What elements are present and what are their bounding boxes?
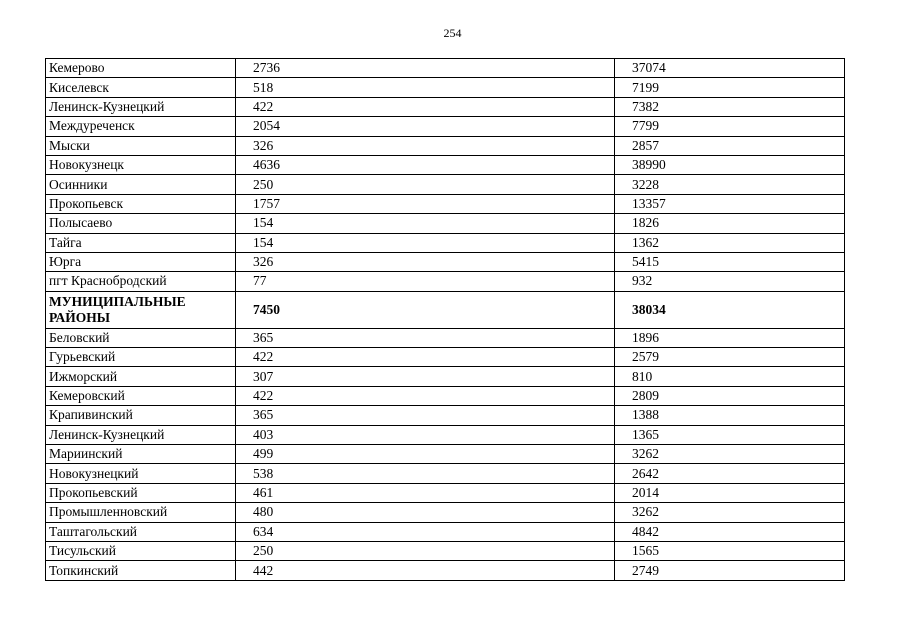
value-1-cell: 365 [236,328,615,347]
value-2-cell: 4842 [615,522,845,541]
municipality-name-cell: Гурьевский [46,348,236,367]
municipality-name-cell: пгт Краснобродский [46,272,236,291]
value-1-cell: 250 [236,175,615,194]
value-2-cell: 1365 [615,425,845,444]
section-heading-cell: МУНИЦИПАЛЬНЫЕ РАЙОНЫ [46,291,236,328]
table-row [46,522,845,541]
value-1-cell: 634 [236,522,615,541]
table-row [46,117,845,136]
value-2-cell: 3262 [615,503,845,522]
municipality-name-cell: Новокузнецкий [46,464,236,483]
value-1-cell: 422 [236,386,615,405]
value-1-cell: 1757 [236,194,615,213]
value-2-cell: 2809 [615,386,845,405]
municipality-name-cell: Крапивинский [46,406,236,425]
municipality-name-cell: Ленинск-Кузнецкий [46,97,236,116]
value-1-cell: 403 [236,425,615,444]
value-1-cell: 250 [236,541,615,560]
value-2-cell: 7799 [615,117,845,136]
value-2-cell: 2579 [615,348,845,367]
table-row [46,78,845,97]
value-2-cell: 2857 [615,136,845,155]
section-total-value-2-cell: 38034 [615,291,845,328]
value-2-cell: 7382 [615,97,845,116]
municipality-name-cell: Осинники [46,175,236,194]
value-1-cell: 77 [236,272,615,291]
table-row [46,445,845,464]
value-2-cell: 3262 [615,445,845,464]
table-row [46,272,845,291]
municipality-name-cell: Междуреченск [46,117,236,136]
value-2-cell: 2014 [615,483,845,502]
table-row [46,425,845,444]
value-2-cell: 7199 [615,78,845,97]
value-2-cell: 3228 [615,175,845,194]
municipality-name-cell: Ленинск-Кузнецкий [46,425,236,444]
value-2-cell: 37074 [615,59,845,78]
table-row [46,136,845,155]
data-table [45,58,845,581]
value-1-cell: 154 [236,233,615,252]
municipality-name-cell: Киселевск [46,78,236,97]
value-1-cell: 2054 [236,117,615,136]
table-row [46,97,845,116]
value-2-cell: 2749 [615,561,845,580]
table-row [46,386,845,405]
value-1-cell: 326 [236,136,615,155]
value-1-cell: 480 [236,503,615,522]
value-1-cell: 365 [236,406,615,425]
value-2-cell: 810 [615,367,845,386]
municipality-name-cell: Ижморский [46,367,236,386]
value-1-cell: 154 [236,214,615,233]
value-1-cell: 422 [236,97,615,116]
municipality-name-cell: Беловский [46,328,236,347]
value-2-cell: 1896 [615,328,845,347]
table-row [46,541,845,560]
value-2-cell: 1565 [615,541,845,560]
municipality-name-cell: Новокузнецк [46,155,236,174]
value-2-cell: 1362 [615,233,845,252]
municipality-name-cell: Кемерово [46,59,236,78]
value-2-cell: 932 [615,272,845,291]
value-2-cell: 38990 [615,155,845,174]
value-1-cell: 538 [236,464,615,483]
value-1-cell: 499 [236,445,615,464]
table-row [46,464,845,483]
table-row [46,214,845,233]
table-row [46,406,845,425]
table-row [46,367,845,386]
municipality-name-cell: Полысаево [46,214,236,233]
municipality-name-cell: Тайга [46,233,236,252]
table-row [46,503,845,522]
value-1-cell: 326 [236,252,615,271]
table-row [46,194,845,213]
value-1-cell: 461 [236,483,615,502]
table-row [46,252,845,271]
municipality-name-cell: Тисульский [46,541,236,560]
table-row [46,348,845,367]
value-1-cell: 307 [236,367,615,386]
page-number: 254 [443,26,462,40]
value-2-cell: 2642 [615,464,845,483]
value-1-cell: 2736 [236,59,615,78]
value-1-cell: 422 [236,348,615,367]
municipality-name-cell: Прокопьевск [46,194,236,213]
municipality-name-cell: Промышленновский [46,503,236,522]
municipality-name-cell: Мыски [46,136,236,155]
municipality-name-cell: Топкинский [46,561,236,580]
table-row [46,155,845,174]
value-1-cell: 518 [236,78,615,97]
municipality-name-cell: Мариинский [46,445,236,464]
section-total-value-1-cell: 7450 [236,291,615,328]
municipality-name-cell: Кемеровский [46,386,236,405]
value-2-cell: 13357 [615,194,845,213]
table-row [46,175,845,194]
table-row [46,561,845,580]
table-row [46,233,845,252]
value-1-cell: 442 [236,561,615,580]
municipality-name-cell: Прокопьевский [46,483,236,502]
value-1-cell: 4636 [236,155,615,174]
table-row [46,328,845,347]
section-total-row [46,291,845,328]
table-row [46,59,845,78]
municipality-name-cell: Таштагольский [46,522,236,541]
value-2-cell: 5415 [615,252,845,271]
value-2-cell: 1826 [615,214,845,233]
table-row [46,483,845,502]
municipality-name-cell: Юрга [46,252,236,271]
value-2-cell: 1388 [615,406,845,425]
